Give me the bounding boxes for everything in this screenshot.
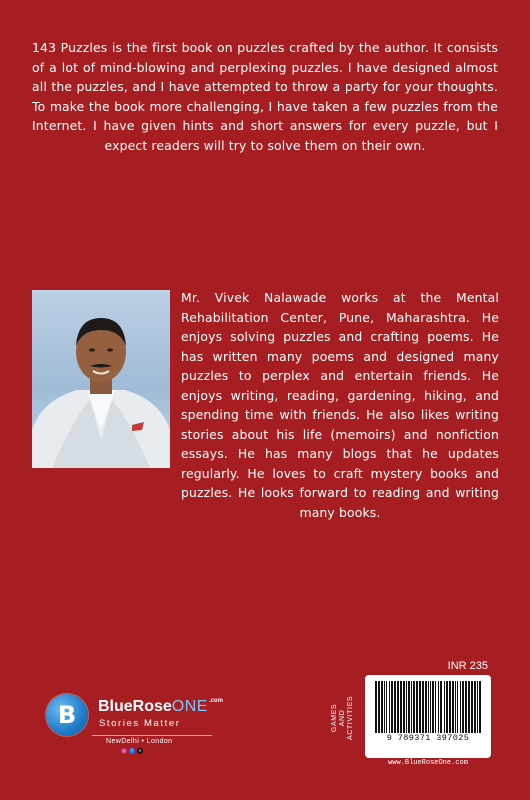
category-line-3: ACTIVITIES: [347, 695, 354, 740]
category-line-1: GAMES: [331, 703, 338, 733]
logo-divider: [92, 735, 212, 736]
publisher-website: www.BlueRoseOne.com: [388, 759, 468, 767]
price-label: INR 235: [447, 660, 488, 672]
publisher-name: BlueRoseONE$^{.com}$: [98, 698, 223, 715]
author-portrait-illustration: [32, 290, 170, 468]
category-line-2: AND: [339, 709, 346, 727]
x-icon: ✕: [138, 748, 142, 753]
author-bio: Mr. Vivek Nalawade works at the Mental Rehabilitation Center, Pune, Maharashtra. He enjoys solving puzzles and crafting poems. He has written many poems and designed many puzzles to perplex and entertain friends. He enjoys writing, reading, gardening, hiking, and spending time with friends. He also likes writing stories about his life (memoirs) and nonfiction essays. He has many blogs that he updates regularly. He loves to craft mystery books and puzzles. He looks forward to reading and writing many books.: [181, 290, 499, 520]
category-label: [331, 696, 355, 740]
publisher-cities: NewDelhi • London: [106, 738, 173, 745]
isbn-number: 9 789371 397025: [386, 733, 470, 743]
author-photo: [32, 290, 170, 468]
publisher-tagline: Stories Matter: [99, 718, 181, 729]
social-icons: [121, 748, 143, 754]
isbn-barcode: [365, 675, 491, 758]
barcode-bars: [375, 681, 481, 733]
instagram-icon: ◎: [122, 748, 126, 753]
bluerose-logo-icon: B: [46, 694, 88, 736]
back-cover-blurb: 143 Puzzles is the first book on puzzles crafted by the author. It consists of a lot of mind-blowing and perplexing puzzles. I have designed almost all the puzzles, and I have attempted to throw a party for your thoughts. To make the book more challenging, I have taken a few puzzles from the Internet. I have given hints and short answers for every puzzle, but I expect readers will try to solve them on their own.: [32, 40, 498, 153]
facebook-icon: f: [129, 748, 135, 754]
publisher-logo: [46, 694, 236, 754]
